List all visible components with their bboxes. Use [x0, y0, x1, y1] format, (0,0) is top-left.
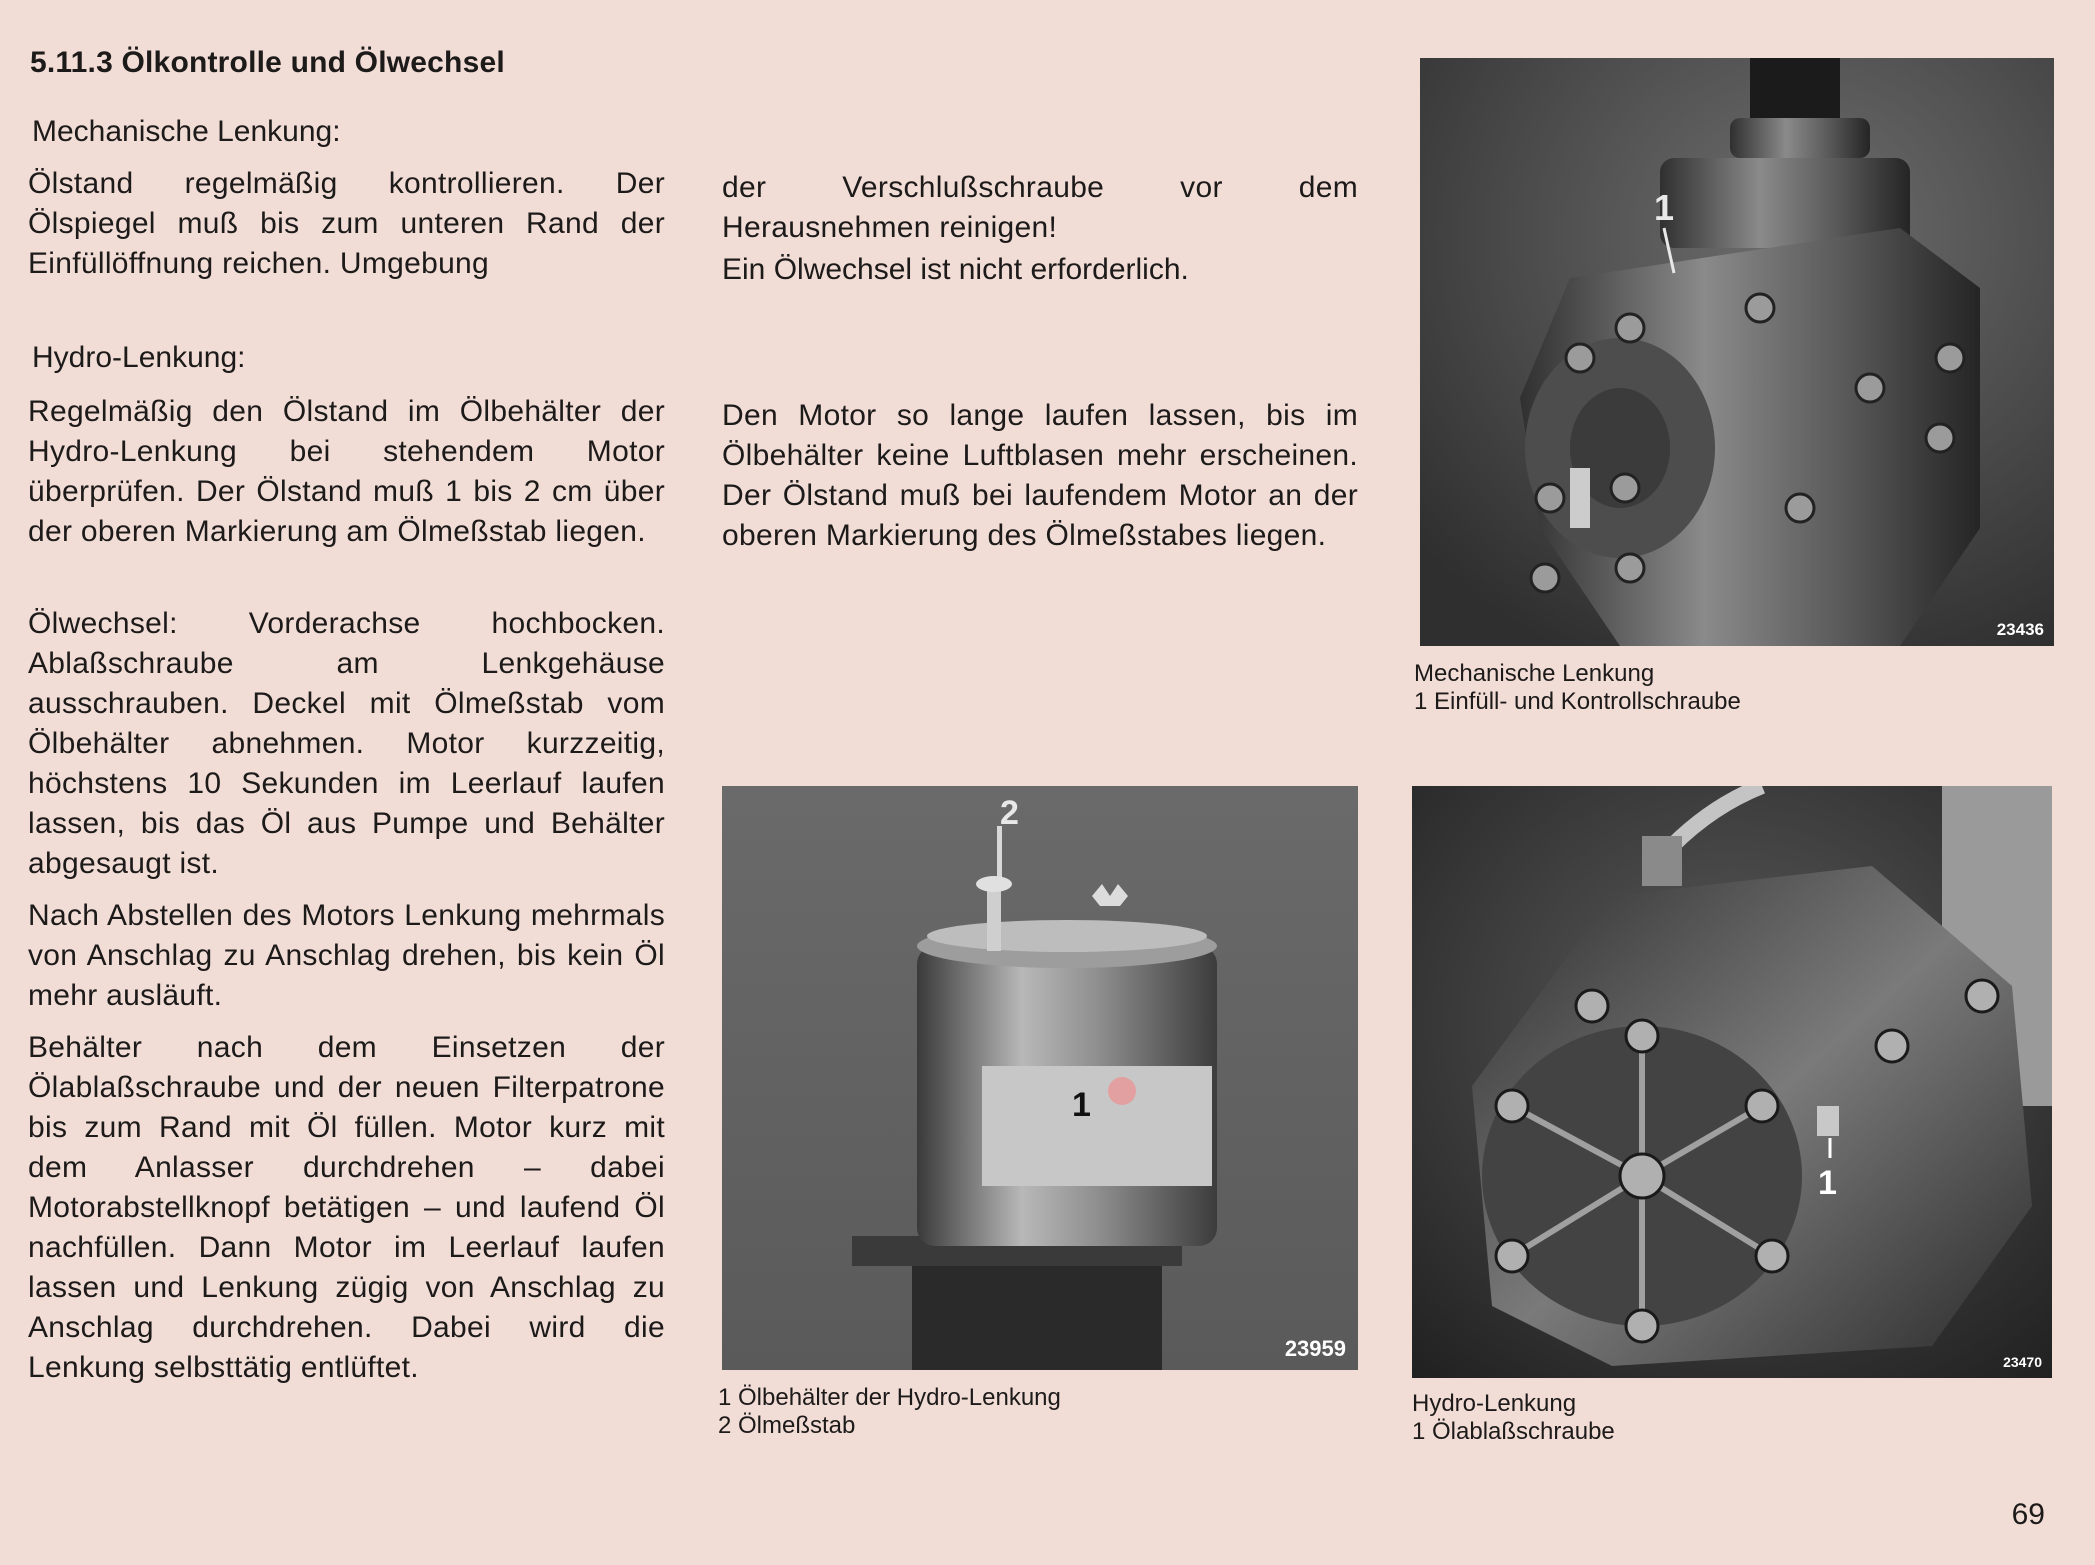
image-number: 23470	[2003, 1354, 2042, 1370]
paragraph-no-oil-change: Ein Ölwechsel ist nicht erforderlich.	[722, 253, 1189, 286]
marker-1: 1	[1072, 1086, 1091, 1124]
photo-hydro-steering	[1412, 786, 2052, 1378]
section-heading: 5.11.3 Ölkontrolle und Ölwechsel	[30, 46, 505, 79]
marker-2: 2	[1000, 794, 1019, 832]
paragraph-clean-screw: der Verschlußschraube vor dem Herausnehmen reinigen!	[722, 171, 1358, 244]
caption-tank-item-2: 2 Ölmeßstab	[718, 1412, 856, 1439]
hydro-steering-illustration	[1412, 786, 2052, 1378]
marker-1: 1	[1818, 1164, 1837, 1202]
image-number: 23959	[1284, 1336, 1346, 1361]
subheading-mechanical: Mechanische Lenkung:	[32, 115, 341, 148]
caption-mechanical-title: Mechanische Lenkung	[1414, 660, 1655, 687]
paragraph-after-stop: Nach Abstellen des Motors Lenkung mehrmals von Anschlag zu Anschlag drehen, bis kein Öl mehr ausläuft.	[28, 899, 665, 1012]
paragraph-run-engine: Den Motor so lange laufen lassen, bis im Ölbehälter keine Luftblasen mehr erscheinen. Der Ölstand muß bei laufendem Motor an der oberen Markierung des Ölmeßstabes liegen.	[722, 399, 1358, 552]
photo-oil-tank	[722, 786, 1358, 1370]
caption-hydro-title: Hydro-Lenkung	[1412, 1390, 1577, 1417]
caption-tank-item-1: 1 Ölbehälter der Hydro-Lenkung	[718, 1384, 1061, 1411]
paragraph-oil-change: Ölwechsel: Vorderachse hochbocken. Ablaßschraube am Lenkgehäuse ausschrauben. Deckel mit Ölmeßstab vom Ölbehälter abnehmen. Motor kurzzeitig, höchstens 10 Sekunden im Leerlauf laufen lassen, bis das Öl aus Pumpe und Behälter abgesaugt ist.	[28, 607, 665, 880]
caption-hydro-item: 1 Ölablaßschraube	[1412, 1418, 1615, 1445]
mechanical-steering-illustration	[1420, 58, 2054, 646]
oil-tank-illustration	[722, 786, 1358, 1370]
marker-1: 1	[1654, 187, 1675, 228]
paragraph-mechanical: Ölstand regelmäßig kontrollieren. Der Ölspiegel muß bis zum unteren Rand der Einfüllöffnung reichen. Umgebung	[28, 167, 665, 280]
paragraph-refill: Behälter nach dem Einsetzen der Ölablaßschraube und der neuen Filterpatrone bis zum Rand mit Öl füllen. Motor kurz mit dem Anlasser durchdrehen – dabei Motorabstellknopf betätigen – und laufend Öl nachfüllen. Dann Motor im Leerlauf laufen lassen und Lenkung zügig von Anschlag zu Anschlag durchdrehen. Dabei wird die Lenkung selbsttätig entlüftet.	[28, 1031, 665, 1384]
paragraph-hydro-check: Regelmäßig den Ölstand im Ölbehälter der Hydro-Lenkung bei stehendem Motor überprüfen. Der Ölstand muß 1 bis 2 cm über der oberen Markierung am Ölmeßstab liegen.	[28, 395, 665, 548]
image-number: 23436	[1996, 620, 2044, 639]
photo-mechanical-steering	[1420, 58, 2054, 646]
subheading-hydro: Hydro-Lenkung:	[32, 341, 246, 374]
page-number: 69	[2011, 1498, 2045, 1531]
caption-mechanical-item: 1 Einfüll- und Kontrollschraube	[1414, 688, 1741, 715]
